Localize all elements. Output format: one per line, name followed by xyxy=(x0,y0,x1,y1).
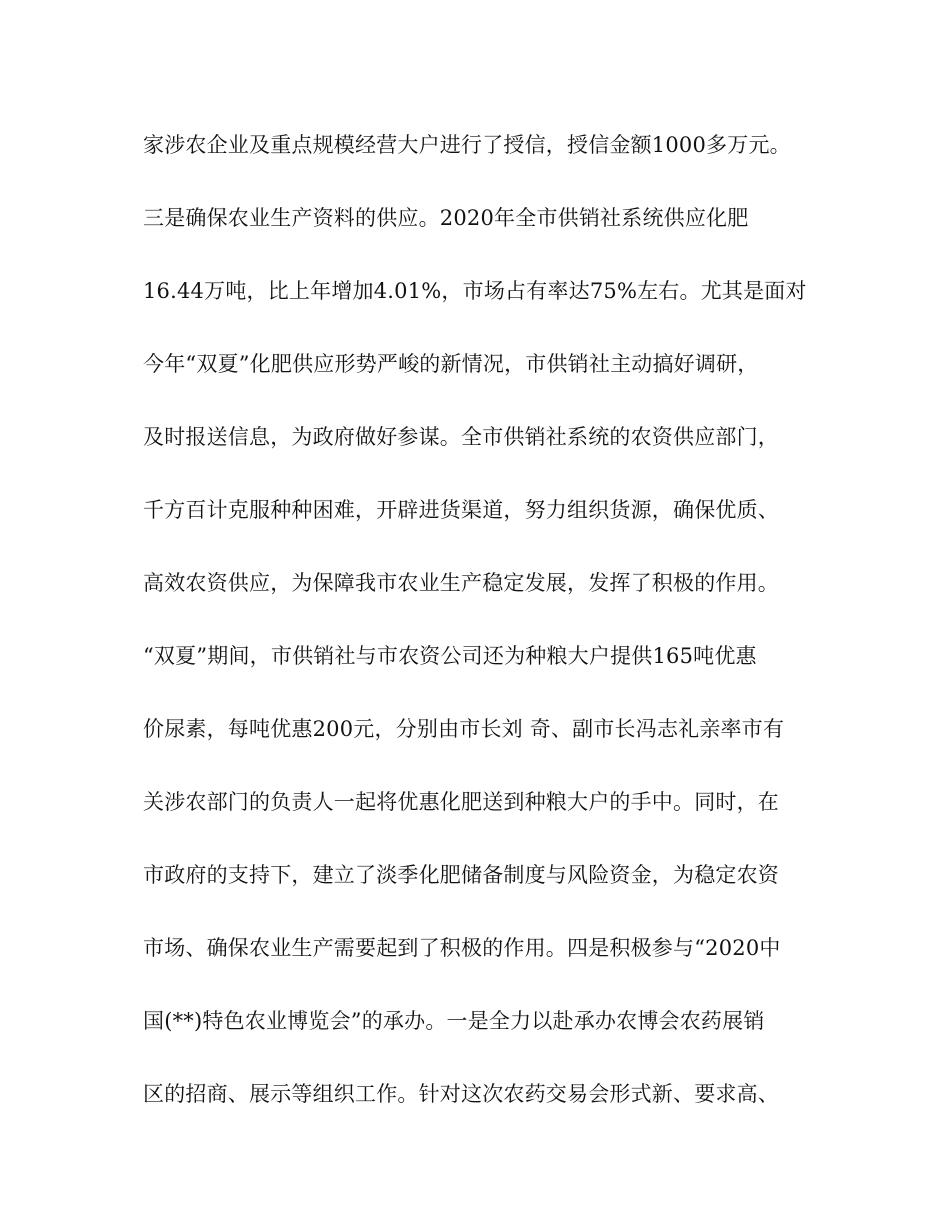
text-line: “双夏”期间，市供销社与市农资公司还为种粮大户提供165吨优惠 xyxy=(143,644,757,668)
text-line: 高效农资供应，为保障我市农业生产稳定发展，发挥了积极的作用。 xyxy=(143,571,779,595)
text-line: 关涉农部门的负责人一起将优惠化肥送到种粮大户的手中。同时，在 xyxy=(143,790,779,814)
text-line: 家涉农企业及重点规模经营大户进行了授信，授信金额1000多万元。 xyxy=(143,133,791,157)
text-line: 价尿素，每吨优惠200元，分别由市长刘 奇、副市长冯志礼亲率市有 xyxy=(143,717,785,741)
text-line: 今年“双夏”化肥供应形势严峻的新情况，市供销社主动搞好调研， xyxy=(143,352,759,376)
text-line: 及时报送信息，为政府做好参谋。全市供销社系统的农资供应部门， xyxy=(143,425,779,449)
text-line: 16.44万吨，比上年增加4.01%，市场占有率达75%左右。尤其是面对 xyxy=(143,279,807,303)
text-line: 市政府的支持下，建立了淡季化肥储备制度与风险资金，为稳定农资 xyxy=(143,863,779,887)
body-text xyxy=(143,126,823,1148)
text-line: 三是确保农业生产资料的供应。2020年全市供销社系统供应化肥 xyxy=(143,206,749,230)
text-line: 千方百计克服种种困难，开辟进货渠道，努力组织货源，确保优质、 xyxy=(143,498,779,522)
text-line: 国(**)特色农业博览会”的承办。一是全力以赴承办农博会农药展销 xyxy=(143,1009,765,1033)
text-line: 区的招商、展示等组织工作。针对这次农药交易会形式新、要求高、 xyxy=(143,1082,779,1106)
text-line: 市场、确保农业生产需要起到了积极的作用。四是积极参与“2020中 xyxy=(143,936,781,960)
